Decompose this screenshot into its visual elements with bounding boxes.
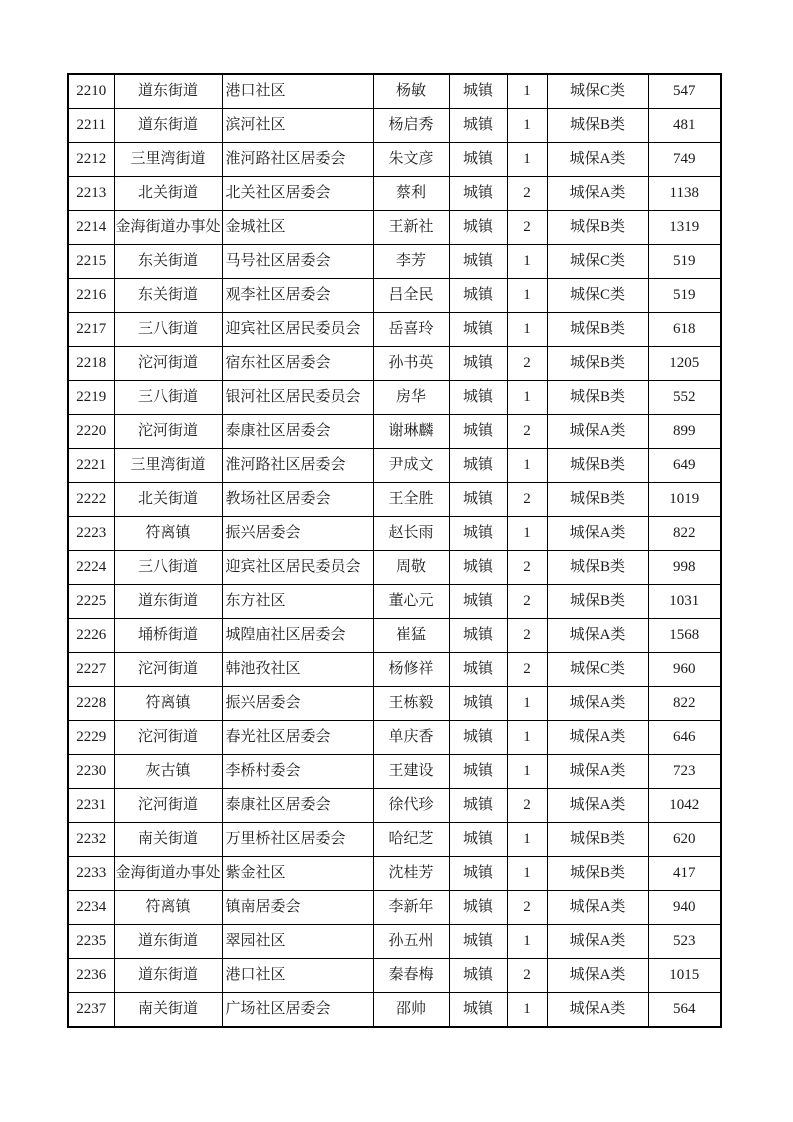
cell-count: 1 (507, 313, 547, 347)
cell-serial: 2215 (68, 245, 114, 279)
cell-type: 城镇 (449, 483, 507, 517)
cell-serial: 2229 (68, 721, 114, 755)
cell-category: 城保B类 (547, 211, 648, 245)
cell-community: 银河社区居民委员会 (222, 381, 373, 415)
cell-name: 徐代珍 (373, 789, 449, 823)
cell-serial: 2211 (68, 109, 114, 143)
cell-count: 1 (507, 279, 547, 313)
cell-type: 城镇 (449, 755, 507, 789)
cell-amount: 940 (648, 891, 721, 925)
cell-name: 蔡利 (373, 177, 449, 211)
cell-count: 2 (507, 585, 547, 619)
cell-street: 沱河街道 (114, 415, 222, 449)
table-body (68, 74, 721, 1027)
cell-street: 符离镇 (114, 891, 222, 925)
cell-name: 杨修祥 (373, 653, 449, 687)
cell-street: 灰古镇 (114, 755, 222, 789)
cell-community: 韩池孜社区 (222, 653, 373, 687)
cell-amount: 998 (648, 551, 721, 585)
cell-amount: 481 (648, 109, 721, 143)
cell-count: 2 (507, 347, 547, 381)
table-row (68, 109, 721, 143)
cell-community: 镇南居委会 (222, 891, 373, 925)
cell-type: 城镇 (449, 109, 507, 143)
cell-category: 城保A类 (547, 415, 648, 449)
cell-serial: 2231 (68, 789, 114, 823)
table-row (68, 755, 721, 789)
cell-community: 马号社区居委会 (222, 245, 373, 279)
cell-type: 城镇 (449, 211, 507, 245)
cell-community: 李桥村委会 (222, 755, 373, 789)
cell-amount: 1138 (648, 177, 721, 211)
cell-serial: 2210 (68, 74, 114, 109)
cell-community: 港口社区 (222, 74, 373, 109)
cell-amount: 519 (648, 245, 721, 279)
cell-count: 2 (507, 483, 547, 517)
cell-count: 1 (507, 721, 547, 755)
cell-type: 城镇 (449, 789, 507, 823)
cell-count: 2 (507, 959, 547, 993)
cell-category: 城保B类 (547, 585, 648, 619)
cell-community: 迎宾社区居民委员会 (222, 313, 373, 347)
cell-category: 城保C类 (547, 653, 648, 687)
table-row (68, 687, 721, 721)
cell-name: 孙书英 (373, 347, 449, 381)
cell-amount: 618 (648, 313, 721, 347)
cell-amount: 552 (648, 381, 721, 415)
table-row (68, 925, 721, 959)
cell-category: 城保B类 (547, 381, 648, 415)
cell-community: 教场社区居委会 (222, 483, 373, 517)
cell-name: 谢琳麟 (373, 415, 449, 449)
cell-name: 吕全民 (373, 279, 449, 313)
cell-category: 城保A类 (547, 789, 648, 823)
cell-name: 董心元 (373, 585, 449, 619)
cell-count: 1 (507, 143, 547, 177)
cell-type: 城镇 (449, 551, 507, 585)
cell-category: 城保B类 (547, 449, 648, 483)
table-row (68, 211, 721, 245)
cell-type: 城镇 (449, 959, 507, 993)
cell-name: 沈桂芳 (373, 857, 449, 891)
table-row (68, 483, 721, 517)
cell-type: 城镇 (449, 823, 507, 857)
cell-type: 城镇 (449, 891, 507, 925)
cell-amount: 822 (648, 517, 721, 551)
cell-amount: 1205 (648, 347, 721, 381)
cell-amount: 899 (648, 415, 721, 449)
cell-count: 1 (507, 449, 547, 483)
cell-street: 南关街道 (114, 993, 222, 1028)
cell-serial: 2218 (68, 347, 114, 381)
table-row (68, 313, 721, 347)
cell-street: 三八街道 (114, 313, 222, 347)
cell-serial: 2223 (68, 517, 114, 551)
cell-name: 邵帅 (373, 993, 449, 1028)
cell-count: 1 (507, 925, 547, 959)
cell-amount: 1319 (648, 211, 721, 245)
table-row (68, 585, 721, 619)
cell-name: 王新社 (373, 211, 449, 245)
cell-type: 城镇 (449, 74, 507, 109)
cell-serial: 2214 (68, 211, 114, 245)
table-row (68, 653, 721, 687)
cell-category: 城保B类 (547, 483, 648, 517)
cell-community: 泰康社区居委会 (222, 789, 373, 823)
cell-type: 城镇 (449, 517, 507, 551)
cell-street: 南关街道 (114, 823, 222, 857)
cell-community: 振兴居委会 (222, 517, 373, 551)
table-row (68, 959, 721, 993)
cell-name: 王栋毅 (373, 687, 449, 721)
cell-amount: 547 (648, 74, 721, 109)
cell-type: 城镇 (449, 245, 507, 279)
table-row (68, 619, 721, 653)
cell-street: 符离镇 (114, 517, 222, 551)
cell-amount: 822 (648, 687, 721, 721)
cell-type: 城镇 (449, 687, 507, 721)
cell-community: 迎宾社区居民委员会 (222, 551, 373, 585)
cell-category: 城保A类 (547, 619, 648, 653)
cell-name: 崔猛 (373, 619, 449, 653)
cell-street: 三八街道 (114, 551, 222, 585)
cell-amount: 620 (648, 823, 721, 857)
cell-serial: 2212 (68, 143, 114, 177)
cell-name: 秦春梅 (373, 959, 449, 993)
cell-count: 1 (507, 687, 547, 721)
cell-type: 城镇 (449, 279, 507, 313)
cell-category: 城保A类 (547, 925, 648, 959)
cell-name: 岳喜玲 (373, 313, 449, 347)
cell-serial: 2237 (68, 993, 114, 1028)
cell-count: 2 (507, 415, 547, 449)
cell-serial: 2230 (68, 755, 114, 789)
cell-serial: 2227 (68, 653, 114, 687)
cell-name: 房华 (373, 381, 449, 415)
cell-amount: 646 (648, 721, 721, 755)
cell-community: 东方社区 (222, 585, 373, 619)
table-row (68, 823, 721, 857)
table-row (68, 74, 721, 109)
cell-amount: 649 (648, 449, 721, 483)
cell-amount: 519 (648, 279, 721, 313)
cell-category: 城保A类 (547, 687, 648, 721)
cell-name: 杨敏 (373, 74, 449, 109)
cell-street: 东关街道 (114, 279, 222, 313)
cell-name: 周敬 (373, 551, 449, 585)
cell-count: 1 (507, 823, 547, 857)
table-row (68, 551, 721, 585)
cell-community: 淮河路社区居委会 (222, 449, 373, 483)
cell-category: 城保A类 (547, 993, 648, 1028)
cell-street: 三里湾街道 (114, 449, 222, 483)
cell-serial: 2213 (68, 177, 114, 211)
cell-street: 沱河街道 (114, 721, 222, 755)
cell-type: 城镇 (449, 415, 507, 449)
cell-type: 城镇 (449, 993, 507, 1028)
cell-community: 泰康社区居委会 (222, 415, 373, 449)
cell-category: 城保C类 (547, 245, 648, 279)
cell-category: 城保B类 (547, 857, 648, 891)
cell-count: 1 (507, 245, 547, 279)
cell-serial: 2219 (68, 381, 114, 415)
cell-type: 城镇 (449, 585, 507, 619)
cell-name: 单庆香 (373, 721, 449, 755)
cell-amount: 1015 (648, 959, 721, 993)
table-row (68, 721, 721, 755)
cell-street: 沱河街道 (114, 347, 222, 381)
cell-name: 朱文彦 (373, 143, 449, 177)
table-row (68, 279, 721, 313)
cell-count: 2 (507, 619, 547, 653)
table-row (68, 177, 721, 211)
cell-type: 城镇 (449, 857, 507, 891)
cell-type: 城镇 (449, 449, 507, 483)
cell-type: 城镇 (449, 619, 507, 653)
table-row (68, 245, 721, 279)
cell-category: 城保A类 (547, 721, 648, 755)
cell-street: 埇桥街道 (114, 619, 222, 653)
cell-community: 金城社区 (222, 211, 373, 245)
cell-category: 城保A类 (547, 177, 648, 211)
cell-serial: 2235 (68, 925, 114, 959)
cell-serial: 2222 (68, 483, 114, 517)
cell-community: 振兴居委会 (222, 687, 373, 721)
cell-community: 宿东社区居委会 (222, 347, 373, 381)
cell-street: 沱河街道 (114, 789, 222, 823)
cell-count: 1 (507, 993, 547, 1028)
cell-community: 春光社区居委会 (222, 721, 373, 755)
cell-street: 东关街道 (114, 245, 222, 279)
cell-name: 哈纪芝 (373, 823, 449, 857)
cell-amount: 1042 (648, 789, 721, 823)
cell-count: 2 (507, 211, 547, 245)
cell-community: 广场社区居委会 (222, 993, 373, 1028)
cell-count: 2 (507, 891, 547, 925)
cell-community: 港口社区 (222, 959, 373, 993)
cell-count: 1 (507, 857, 547, 891)
cell-street: 金海街道办事处 (114, 211, 222, 245)
cell-amount: 417 (648, 857, 721, 891)
cell-street: 道东街道 (114, 959, 222, 993)
table-row (68, 415, 721, 449)
cell-street: 道东街道 (114, 585, 222, 619)
cell-type: 城镇 (449, 347, 507, 381)
cell-street: 金海街道办事处 (114, 857, 222, 891)
cell-community: 城隍庙社区居委会 (222, 619, 373, 653)
cell-category: 城保B类 (547, 551, 648, 585)
cell-street: 道东街道 (114, 925, 222, 959)
cell-amount: 960 (648, 653, 721, 687)
cell-community: 滨河社区 (222, 109, 373, 143)
cell-type: 城镇 (449, 381, 507, 415)
cell-serial: 2221 (68, 449, 114, 483)
cell-name: 孙五州 (373, 925, 449, 959)
table-row (68, 857, 721, 891)
cell-street: 道东街道 (114, 74, 222, 109)
cell-category: 城保A类 (547, 517, 648, 551)
cell-serial: 2232 (68, 823, 114, 857)
cell-community: 北关社区居委会 (222, 177, 373, 211)
cell-count: 1 (507, 517, 547, 551)
table-row (68, 891, 721, 925)
cell-count: 2 (507, 551, 547, 585)
cell-serial: 2217 (68, 313, 114, 347)
cell-category: 城保B类 (547, 109, 648, 143)
cell-type: 城镇 (449, 925, 507, 959)
cell-category: 城保B类 (547, 313, 648, 347)
cell-type: 城镇 (449, 143, 507, 177)
cell-count: 1 (507, 755, 547, 789)
cell-amount: 1568 (648, 619, 721, 653)
cell-type: 城镇 (449, 721, 507, 755)
cell-serial: 2224 (68, 551, 114, 585)
table-row (68, 143, 721, 177)
cell-type: 城镇 (449, 177, 507, 211)
table-row (68, 789, 721, 823)
cell-serial: 2220 (68, 415, 114, 449)
cell-name: 尹成文 (373, 449, 449, 483)
cell-category: 城保B类 (547, 823, 648, 857)
table-row (68, 993, 721, 1028)
cell-community: 淮河路社区居委会 (222, 143, 373, 177)
cell-category: 城保A类 (547, 891, 648, 925)
cell-community: 翠园社区 (222, 925, 373, 959)
cell-serial: 2216 (68, 279, 114, 313)
cell-community: 万里桥社区居委会 (222, 823, 373, 857)
cell-type: 城镇 (449, 653, 507, 687)
cell-street: 符离镇 (114, 687, 222, 721)
cell-category: 城保A类 (547, 755, 648, 789)
cell-amount: 523 (648, 925, 721, 959)
cell-count: 1 (507, 381, 547, 415)
cell-community: 观李社区居委会 (222, 279, 373, 313)
cell-serial: 2225 (68, 585, 114, 619)
cell-serial: 2234 (68, 891, 114, 925)
cell-category: 城保A类 (547, 959, 648, 993)
cell-count: 2 (507, 177, 547, 211)
cell-serial: 2236 (68, 959, 114, 993)
cell-count: 2 (507, 789, 547, 823)
cell-amount: 564 (648, 993, 721, 1028)
cell-count: 1 (507, 74, 547, 109)
cell-category: 城保C类 (547, 279, 648, 313)
cell-name: 李新年 (373, 891, 449, 925)
cell-name: 李芳 (373, 245, 449, 279)
cell-category: 城保B类 (547, 347, 648, 381)
cell-street: 三里湾街道 (114, 143, 222, 177)
benefits-roster-table (67, 73, 722, 1028)
cell-street: 沱河街道 (114, 653, 222, 687)
cell-serial: 2228 (68, 687, 114, 721)
cell-name: 王全胜 (373, 483, 449, 517)
cell-street: 北关街道 (114, 177, 222, 211)
cell-category: 城保C类 (547, 74, 648, 109)
cell-serial: 2226 (68, 619, 114, 653)
cell-type: 城镇 (449, 313, 507, 347)
cell-community: 紫金社区 (222, 857, 373, 891)
cell-count: 2 (507, 653, 547, 687)
cell-name: 王建设 (373, 755, 449, 789)
table-row (68, 381, 721, 415)
cell-amount: 723 (648, 755, 721, 789)
table-row (68, 449, 721, 483)
cell-street: 三八街道 (114, 381, 222, 415)
cell-amount: 749 (648, 143, 721, 177)
table-row (68, 347, 721, 381)
cell-street: 北关街道 (114, 483, 222, 517)
table-row (68, 517, 721, 551)
cell-name: 杨启秀 (373, 109, 449, 143)
cell-street: 道东街道 (114, 109, 222, 143)
cell-amount: 1031 (648, 585, 721, 619)
cell-serial: 2233 (68, 857, 114, 891)
cell-category: 城保A类 (547, 143, 648, 177)
cell-name: 赵长雨 (373, 517, 449, 551)
cell-count: 1 (507, 109, 547, 143)
cell-amount: 1019 (648, 483, 721, 517)
